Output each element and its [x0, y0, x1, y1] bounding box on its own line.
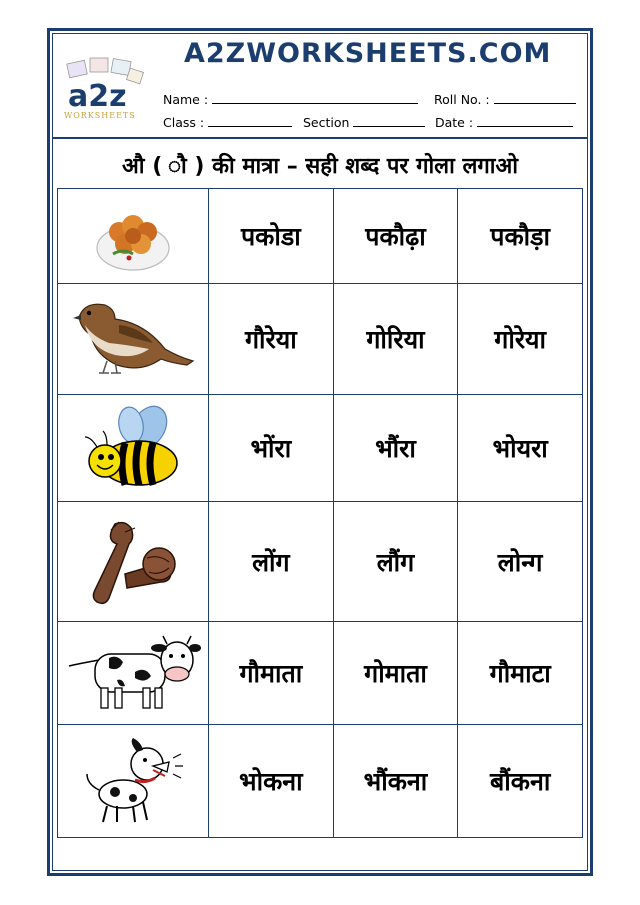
word-option[interactable]: भोयरा	[458, 394, 583, 502]
logo-subtext: WORKSHEETS	[64, 111, 136, 120]
class-label: Class :	[163, 115, 205, 130]
word-option[interactable]: गौमाटा	[458, 622, 583, 725]
date-label: Date :	[435, 115, 474, 130]
word-option[interactable]: गौमाता	[209, 622, 334, 725]
picture-cell	[58, 394, 209, 502]
barking-dog-icon	[83, 736, 183, 826]
section-label: Section	[303, 115, 350, 130]
a2z-logo	[60, 56, 150, 122]
picture-cell	[58, 189, 209, 284]
word-option[interactable]: पकोडा	[209, 189, 334, 284]
name-field	[163, 91, 418, 107]
word-option[interactable]: गौरेया	[209, 284, 334, 394]
site-title: A2ZWORKSHEETS.COM	[184, 38, 552, 69]
word-option[interactable]: भौंकना	[333, 725, 458, 838]
name-input-line[interactable]	[212, 91, 418, 104]
roll-input-line[interactable]	[494, 91, 576, 104]
table-row	[58, 394, 583, 502]
table-row	[58, 284, 583, 394]
table-row	[58, 622, 583, 725]
word-option[interactable]: भोकना	[209, 725, 334, 838]
sparrow-icon	[71, 295, 195, 383]
word-option[interactable]: भौंरा	[333, 394, 458, 502]
table-row	[58, 502, 583, 622]
word-option[interactable]: पकौढ़ा	[333, 189, 458, 284]
word-option[interactable]: गोरिया	[333, 284, 458, 394]
word-option[interactable]: लोंग	[209, 502, 334, 622]
word-option[interactable]: गोमाता	[333, 622, 458, 725]
picture-cell	[58, 284, 209, 394]
word-option[interactable]: पकौड़ा	[458, 189, 583, 284]
roll-label: Roll No. :	[434, 92, 490, 107]
word-option[interactable]: बौंकना	[458, 725, 583, 838]
roll-field	[434, 91, 576, 107]
logo-text: a2z	[68, 79, 127, 114]
clove-icon	[85, 514, 181, 610]
word-option[interactable]: गोरेया	[458, 284, 583, 394]
section-input-line[interactable]	[353, 114, 425, 127]
date-input-line[interactable]	[477, 114, 573, 127]
date-field	[435, 114, 573, 130]
pakoda-icon	[93, 198, 173, 274]
word-option[interactable]: लोन्ग	[458, 502, 583, 622]
cow-icon	[65, 632, 201, 714]
section-field	[303, 114, 425, 130]
word-choice-table	[57, 188, 583, 838]
picture-cell	[58, 725, 209, 838]
table-row	[58, 725, 583, 838]
word-option[interactable]: भोंरा	[209, 394, 334, 502]
word-option[interactable]: लौंग	[333, 502, 458, 622]
class-field	[163, 114, 292, 130]
name-label: Name :	[163, 92, 209, 107]
header-divider	[52, 137, 588, 139]
class-input-line[interactable]	[208, 114, 292, 127]
picture-cell	[58, 502, 209, 622]
table-row	[58, 189, 583, 284]
instruction-heading: औ ( ौ ) की मात्रा – सही शब्द पर गोला लगाओ	[122, 154, 518, 179]
bee-icon	[83, 405, 183, 491]
picture-cell	[58, 622, 209, 725]
